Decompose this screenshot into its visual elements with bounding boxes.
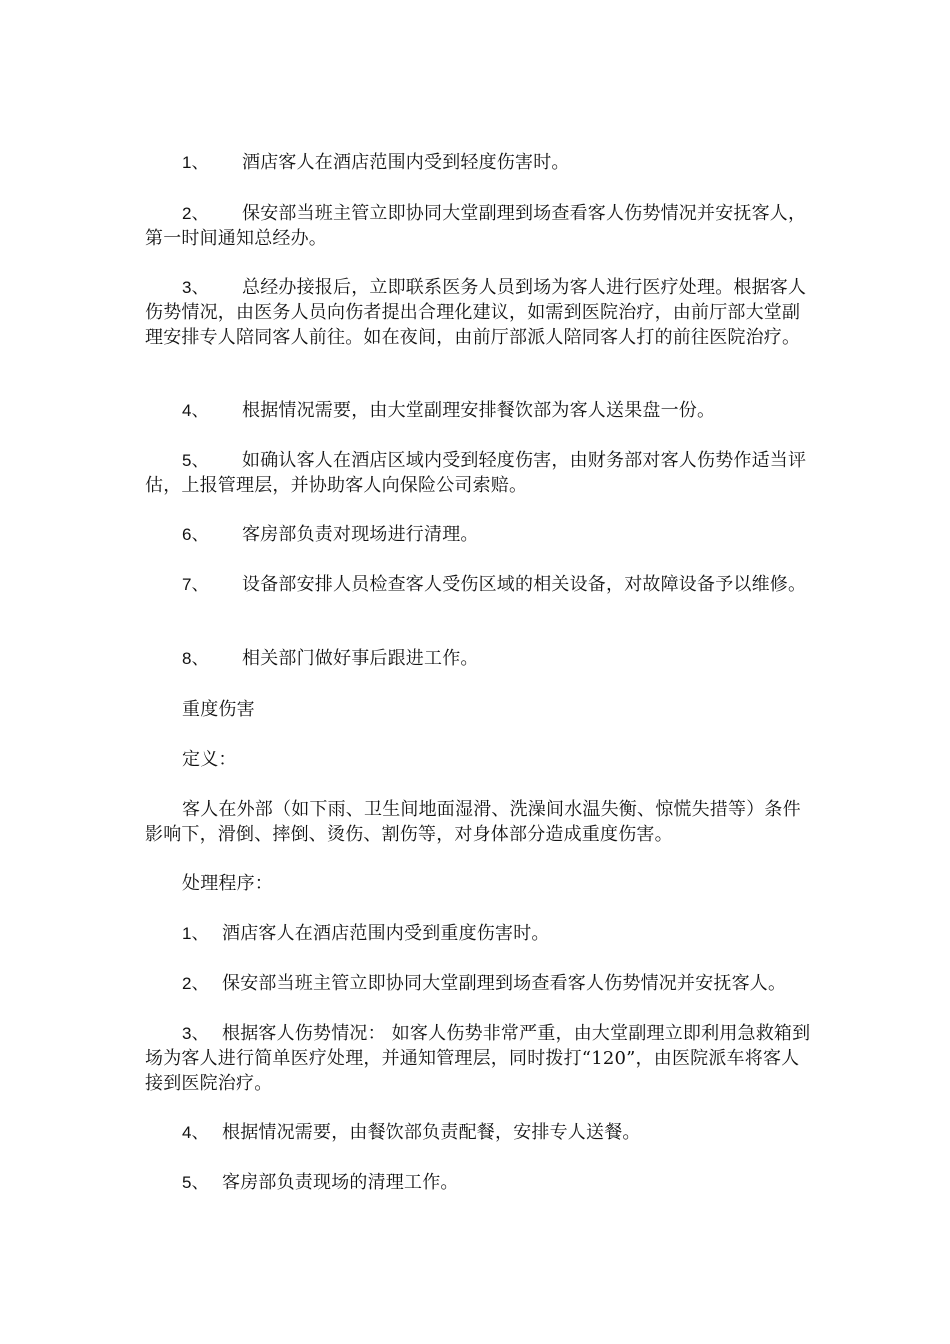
item-number: 7、 [182,575,209,594]
item-text: 保安部当班主管立即协同大堂副理到场查看客人伤势情况并安抚客人，第一时间通知总经办。 [145,203,807,249]
item-text: 总经办接报后，立即联系医务人员到场为客人进行医疗处理。根据客人伤势情况，由医务人员向伤者提出合理化建议，如需到医院治疗，由前厅部大堂副理安排专人陪同客人前往。如在夜间，由前厅部派人陪同客人打的前往医院治疗。 [145,277,807,348]
list-item [145,275,815,350]
item-text: 保安部当班主管立即协同大堂副理到场查看客人伤势情况并安抚客人。 [222,973,787,994]
list-item [145,1120,815,1145]
list-item [145,448,815,498]
list-item [145,150,815,175]
procedure-label: 处理程序： [182,873,273,894]
item-text: 客房部负责现场的清理工作。 [222,1172,459,1193]
list-item [145,522,815,547]
item-number: 3、 [182,1024,209,1043]
item-number: 1、 [182,924,209,943]
item-number: 2、 [182,974,209,993]
item-number: 5、 [182,451,209,470]
item-text: 酒店客人在酒店范围内受到重度伤害时。 [222,923,550,944]
item-text: 设备部安排人员检查客人受伤区域的相关设备，对故障设备予以维修。 [242,574,807,595]
item-number: 6、 [182,525,209,544]
item-number: 1、 [182,153,209,172]
item-text: 酒店客人在酒店范围内受到轻度伤害时。 [242,152,570,173]
list-item [145,971,815,996]
item-text: 根据情况需要，由大堂副理安排餐饮部为客人送果盘一份。 [242,400,716,421]
list-item [145,398,815,423]
item-number: 5、 [182,1173,209,1192]
item-number: 3、 [182,278,209,297]
list-item [145,572,815,597]
list-item [145,646,815,671]
item-number: 4、 [182,1123,209,1142]
item-text: 客房部负责对现场进行清理。 [242,524,479,545]
section-heading: 重度伤害 [182,699,255,720]
list-item [145,1170,815,1195]
item-text: 根据情况需要，由餐饮部负责配餐，安排专人送餐。 [222,1122,641,1143]
definition-label: 定义： [182,749,237,770]
item-text: 相关部门做好事后跟进工作。 [242,648,479,669]
item-number: 8、 [182,649,209,668]
list-item [145,201,815,251]
item-text: 如确认客人在酒店区域内受到轻度伤害，由财务部对客人伤势作适当评估，上报管理层，并协助客人向保险公司索赔。 [145,450,807,496]
item-number: 2、 [182,204,209,223]
item-text: 根据客人伤势情况： 如客人伤势非常严重，由大堂副理立即利用急救箱到场为客人进行简单医疗处理，并通知管理层，同时拨打“120”，由医院派车将客人接到医院治疗。 [145,1023,811,1094]
list-item [145,1021,815,1096]
definition-text: 客人在外部（如下雨、卫生间地面湿滑、洗澡间水温失衡、惊慌失措等）条件影响下，滑倒、摔倒、烫伤、割伤等，对身体部分造成重度伤害。 [145,799,801,845]
list-item [145,921,815,946]
item-number: 4、 [182,401,209,420]
